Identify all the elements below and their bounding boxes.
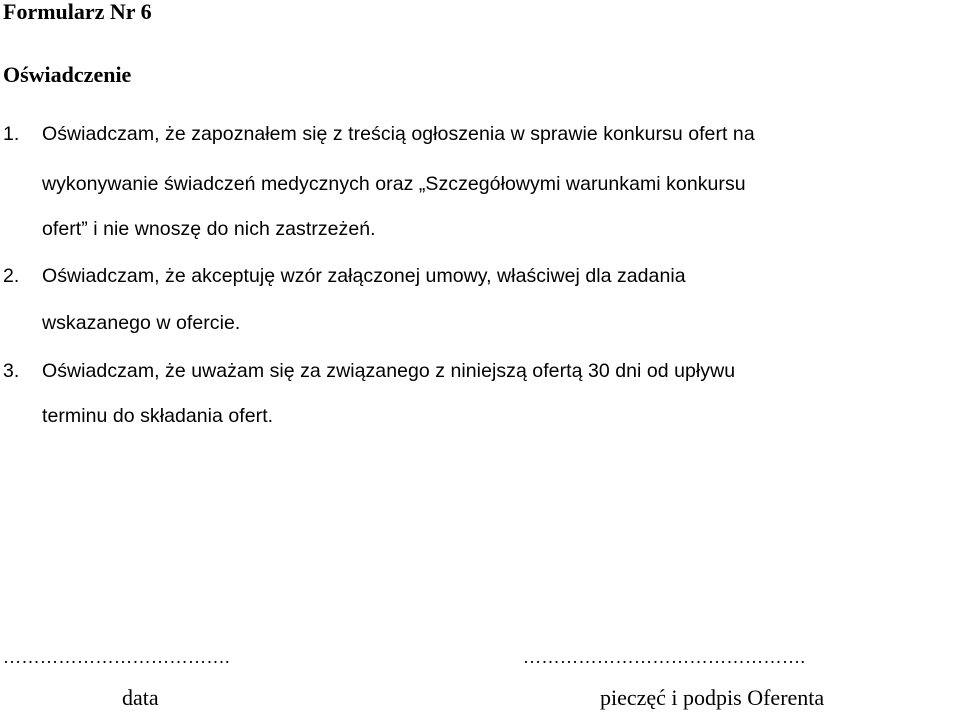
form-number: Formularz Nr 6	[3, 0, 152, 24]
statement-line: Oświadczam, że uważam się za związanego z niniejszą ofertą 30 dni od upływu	[42, 360, 736, 382]
date-label: data	[122, 685, 159, 710]
statement-line: Oświadczam, że zapoznałem się z treścią ogłoszenia w sprawie konkursu ofert na	[42, 123, 755, 145]
section-title: Oświadczenie	[3, 62, 132, 87]
statement-line: wskazanego w ofercie.	[42, 312, 241, 334]
statement-number: 2.	[3, 265, 20, 287]
statement-line: ofert” i nie wnoszę do nich zastrzeżeń.	[42, 218, 376, 240]
date-dotted-line: ……………………………….	[3, 647, 230, 667]
statement-line: terminu do składania ofert.	[42, 405, 274, 427]
signature-label: pieczęć i podpis Oferenta	[600, 685, 825, 710]
signature-dotted-line: ……………………………………….	[523, 647, 806, 667]
statement-number: 1.	[3, 123, 20, 145]
statement-number: 3.	[3, 360, 20, 382]
statement-line: wykonywanie świadczeń medycznych oraz „Szczegółowymi warunkami konkursu	[42, 173, 746, 195]
statement-line: Oświadczam, że akceptuję wzór załączonej umowy, właściwej dla zadania	[42, 265, 686, 287]
